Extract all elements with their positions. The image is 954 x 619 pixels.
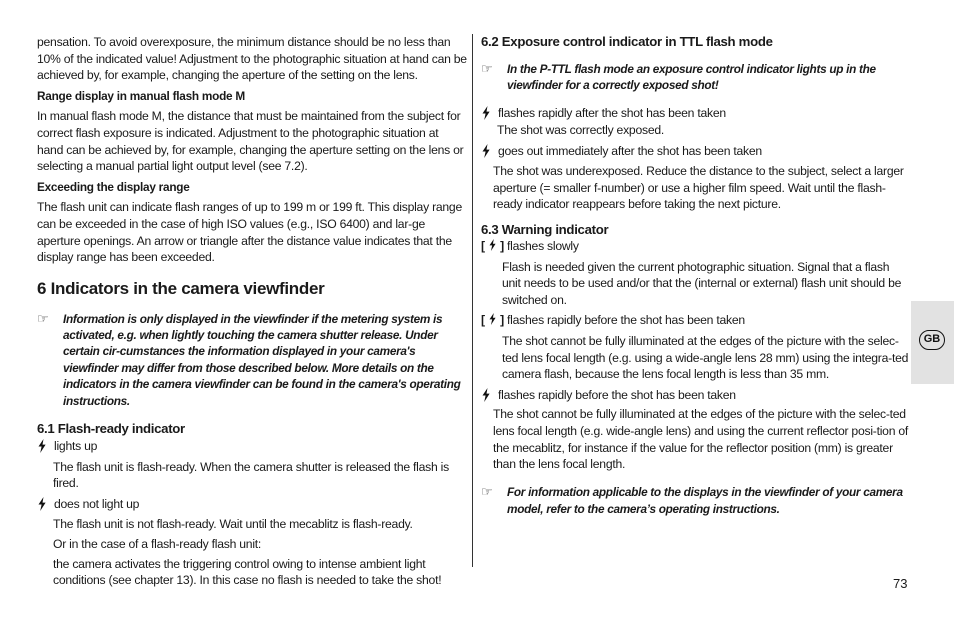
section-6-1-title: 6.1 Flash-ready indicator xyxy=(37,420,185,436)
lights-up-label: lights up xyxy=(54,438,98,453)
pointing-hand-icon: ☞ xyxy=(37,310,49,326)
not-light-label: does not light up xyxy=(54,496,140,511)
section-6-note-text: Information is only displayed in the viewfinder if the metering system is activated, e.g. when lightly touching the camera shutter release. Under certain cir-cumstances the information displayed in your camera's viewfinder may differ from those described below. More details on the indicators in the camera viewfinder can be found in the camera's operating instructions. xyxy=(63,311,461,408)
flashes-rapidly-before-text: The shot cannot be fully illuminated at the edges of the picture with the selec-ted lens focal length (e.g. wide-angle lens) and using the current reflector posi-tion of the mecablitz, for instance if the value for the reflector position (mm) is greater than the lens focal length. xyxy=(493,407,909,472)
flash-ready-lights-up xyxy=(37,438,467,455)
pointing-hand-icon: ☞ xyxy=(481,60,493,76)
intro-paragraph: pensation. To avoid overexposure, the minimum distance should be no less than 10% of the indicated value! Adjustment to the photographic situation at hand can be achieved by, for example, changing the aperture of the setting on the lens. xyxy=(37,35,467,83)
flash-ready-not-light xyxy=(37,496,467,513)
lightning-bolt-icon xyxy=(481,106,491,120)
section-6-2-note-text: In the P-TTL flash mode an exposure control indicator lights up in the viewfinder for a correctly exposed shot! xyxy=(507,61,876,93)
flashes-rapidly-before-label: flashes rapidly before the shot has been taken xyxy=(498,387,736,402)
section-6-3-title: 6.3 Warning indicator xyxy=(481,221,609,237)
language-tab xyxy=(911,301,954,384)
flashes-rapidly-bracket-label: flashes rapidly before the shot has been taken xyxy=(507,313,745,328)
lightning-bolt-icon xyxy=(488,313,497,325)
flashes-slowly-label: flashes slowly xyxy=(507,238,579,253)
right-column xyxy=(481,34,911,529)
lightning-bolt-icon xyxy=(37,497,47,511)
or-flash-ready-text: Or in the case of a flash-ready flash unit: xyxy=(53,536,262,551)
lightning-bolt-icon xyxy=(481,144,491,158)
flashes-slowly-text: Flash is needed given the current photographic situation. Signal that a flash unit needs to be used and/or that the (internal or external) flash unit should be switched on. xyxy=(502,259,902,307)
language-badge: GB xyxy=(919,330,945,350)
section-6-note xyxy=(37,311,467,409)
exposure-flashes-rapidly xyxy=(481,105,911,122)
correctly-exposed-text: The shot was correctly exposed. xyxy=(497,123,665,137)
exceeding-range-heading: Exceeding the display range xyxy=(37,179,190,194)
section-6-2-note xyxy=(481,61,911,94)
final-note xyxy=(481,484,911,517)
not-light-text: The flash unit is not flash-ready. Wait until the mecablitz is flash-ready. xyxy=(53,517,413,532)
left-column xyxy=(37,34,467,589)
final-note-text: For information applicable to the displays in the viewfinder of your camera model, refer to the camera’s operating instructions. xyxy=(507,485,903,516)
column-divider xyxy=(472,34,473,567)
page-number: 73 xyxy=(893,576,908,591)
lightning-bolt-icon xyxy=(488,239,497,251)
warning-slow-line: [ ] flashes slowly xyxy=(481,238,579,253)
warning-flashes-rapidly xyxy=(481,387,911,404)
trigger-control-text: the camera activates the triggering control owing to intense ambient light conditions (see chapter 13). In this case no flash is needed to take the shot! xyxy=(53,556,442,588)
section-6-2-title: 6.2 Exposure control indicator in TTL flash mode xyxy=(481,34,773,49)
pointing-hand-icon: ☞ xyxy=(481,484,493,500)
exposure-goes-out xyxy=(481,143,911,160)
flashes-rapidly-bracket-text: The shot cannot be fully illuminated at the edges of the picture with the selec-ted lens focal length (e.g. using a wide-angle lens 28 mm) using the integra-ted camera flash, because the lens focal length is less than 35 mm. xyxy=(502,333,909,382)
underexposed-text: The shot was underexposed. Reduce the distance to the subject, select a larger aperture (= smaller f-number) or use a higher film speed. Wait until the flash-ready indicator reappears before taking the next picture. xyxy=(493,164,904,212)
warning-rapid-bracket-line: [ ] flashes rapidly before the shot has been taken xyxy=(481,313,745,328)
lightning-bolt-icon xyxy=(481,388,491,402)
exceeding-range-text: The flash unit can indicate flash ranges of up to 199 m or 199 ft. This display range can be exceeded in the case of high ISO values (e.g., ISO 6400) and lar-ge aperture openings. An arrow or triangle after the distance value indicates that the display range has been exceeded. xyxy=(37,200,462,265)
range-display-heading: Range display in manual flash mode M xyxy=(37,88,245,103)
goes-out-label: goes out immediately after the shot has been taken xyxy=(498,143,762,158)
flashes-rapidly-label: flashes rapidly after the shot has been taken xyxy=(498,106,726,121)
section-6-title: 6 Indicators in the camera viewfinder xyxy=(37,278,325,298)
lights-up-text: The flash unit is flash-ready. When the camera shutter is released the flash is fired. xyxy=(53,459,449,491)
range-display-text: In manual flash mode M, the distance that must be maintained from the subject for correct flash exposure is indicated. Adjustment to the photographic situation at hand can be achieved by, for example, changing the aperture setting on the lens or selecting a manual partial light output level (see 7.2). xyxy=(37,109,464,174)
lightning-bolt-icon xyxy=(37,439,47,453)
